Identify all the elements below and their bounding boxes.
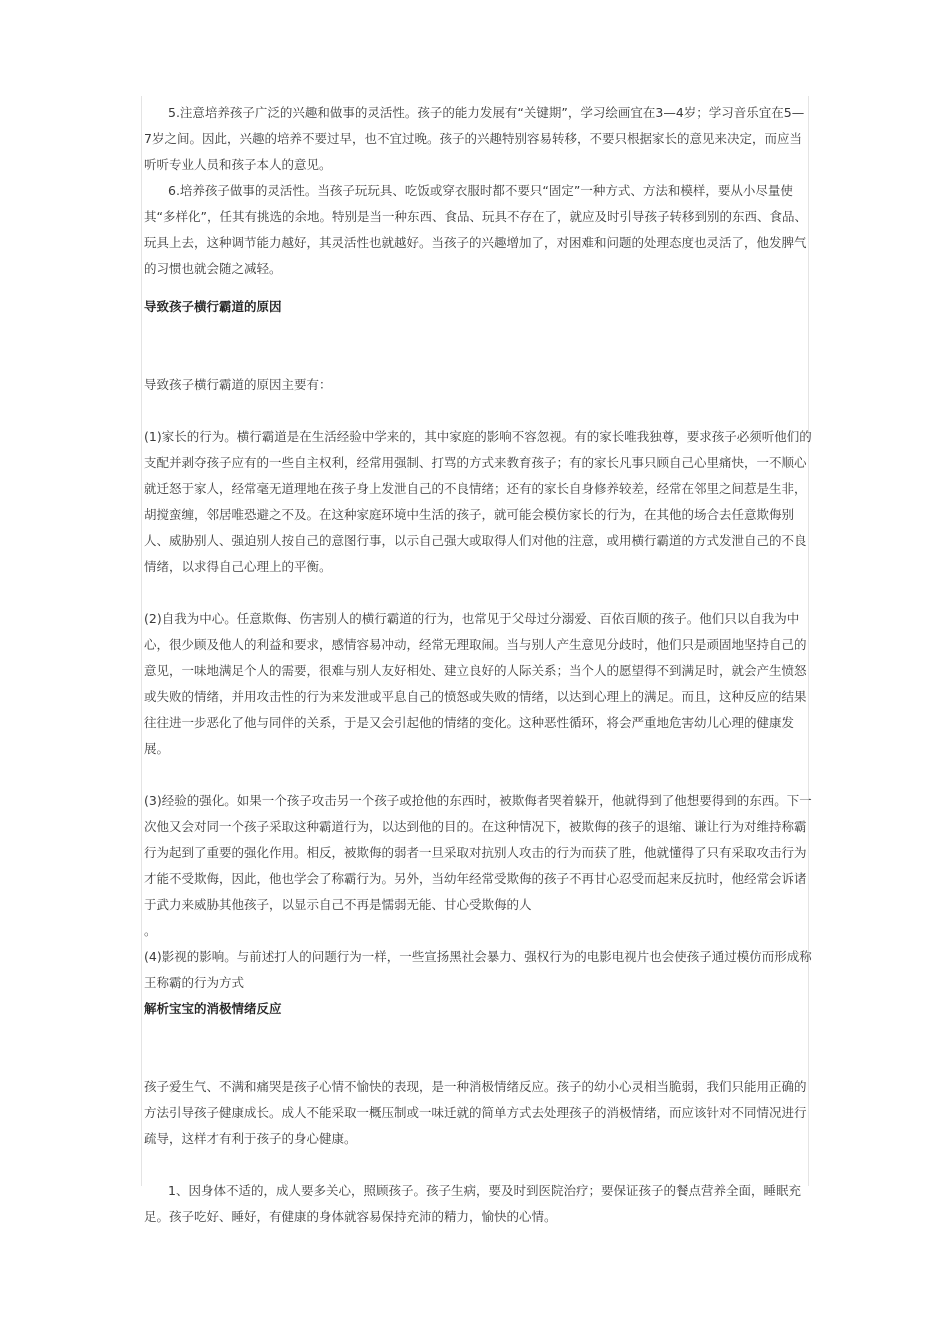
- paragraph-6: 6.培养孩子做事的灵活性。当孩子玩玩具、吃饭或穿衣服时都不要只“固定”一种方式、方法和模样，要从小尽量使其“多样化”，任其有挑选的余地。特别是当一种东西、食品、玩具不存在了，就应及时引导孩子转移到别的东西、食品、玩具上去，这种调节能力越好，其灵活性也就越好。当孩子的兴趣增加了，对困难和问题的处理态度也灵活了，他发脾气的习惯也就会随之减轻。: [144, 183, 807, 276]
- section-heading-emotions: 解析宝宝的消极情绪反应: [144, 1001, 282, 1016]
- cause-2-self-centered: (2)自我为中心。任意欺侮、伤害别人的横行霸道的行为，也常见于父母过分溺爱、百依百顺的孩子。他们只以自我为中心，很少顾及他人的利益和要求，感情容易冲动，经常无理取闹。当与别人产生意见分歧时，他们只是顽固地坚持自己的意见，一味地满足个人的需要，很难与别人友好相处、建立良好的人际关系；当个人的愿望得不到满足时，就会产生愤怒或失败的情绪，并用攻击性的行为来发泄或平息自己的愤怒或失败的情绪，以达到心理上的满足。而且，这种反应的结果往往进一步恶化了他与同伴的关系，于是又会引起他的情绪的变化。这种恶性循环，将会严重地危害幼儿心理的健康发展。: [144, 611, 807, 756]
- emotions-intro: 孩子爱生气、不满和痛哭是孩子心情不愉快的表现，是一种消极情绪反应。孩子的幼小心灵相当脆弱，我们只能用正确的方法引导孩子健康成长。成人不能采取一概压制或一味迁就的简单方式去处理孩子的消极情绪，而应该针对不同情况进行疏导，这样才有利于孩子的身心健康。: [144, 1079, 807, 1146]
- article-body: [144, 100, 816, 1230]
- paragraph-5: 5.注意培养孩子广泛的兴趣和做事的灵活性。孩子的能力发展有“关键期”，学习绘画宜在3—4岁；学习音乐宜在5—7岁之间。因此，兴趣的培养不要过早，也不宜过晚。孩子的兴趣特别容易转移，不要只根据家长的意见来决定，而应当听听专业人员和孩子本人的意见。: [144, 105, 805, 172]
- left-border: [141, 96, 142, 1186]
- cause-4-media: (4)影视的影响。与前述打人的问题行为一样，一些宣扬黑社会暴力、强权行为的电影电视片也会使孩子通过模仿而形成称王称霸的行为方式: [144, 949, 812, 990]
- emotion-tip-1: 1、因身体不适的，成人要多关心，照顾孩子。孩子生病，要及时到医院治疗；要保证孩子的餐点营养全面，睡眠充足。孩子吃好、睡好，有健康的身体就容易保持充沛的精力，愉快的心情。: [144, 1183, 801, 1224]
- cause-1-parents: (1)家长的行为。横行霸道是在生活经验中学来的，其中家庭的影响不容忽视。有的家长唯我独尊，要求孩子必须听他们的支配并剥夺孩子应有的一些自主权利，经常用强制、打骂的方式来教育孩子；有的家长凡事只顾自己心里痛快，一不顺心就迁怒于家人，经常毫无道理地在孩子身上发泄自己的不良情绪；还有的家长自身修养较差，经常在邻里之间惹是生非，胡搅蛮缠，邻居唯恐避之不及。在这种家庭环境中生活的孩子，就可能会模仿家长的行为，在其他的场合去任意欺侮别人、威胁别人、强迫别人按自己的意图行事，以示自己强大或取得人们对他的注意，或用横行霸道的方式发泄自己的不良情绪，以求得自己心理上的平衡。: [144, 429, 812, 574]
- cause-3-period: 。: [144, 923, 157, 938]
- bullying-intro: 导致孩子横行霸道的原因主要有：: [144, 377, 332, 392]
- cause-3-reinforcement: (3)经验的强化。如果一个孩子攻击另一个孩子或抢他的东西时，被欺侮者哭着躲开，他就得到了他想要得到的东西。下一次他又会对同一个孩子采取这种霸道行为，以达到他的目的。在这种情况下，被欺侮的孩子的退缩、谦让行为对维持称霸行为起到了重要的强化作用。相反，被欺侮的弱者一旦采取对抗别人攻击的行为而获了胜，他就懂得了只有采取攻击行为才能不受欺侮，因此，他也学会了称霸行为。另外，当幼年经常受欺侮的孩子不再甘心忍受而起来反抗时，他经常会诉诸于武力来威胁其他孩子，以显示自己不再是懦弱无能、甘心受欺侮的人: [144, 793, 812, 912]
- section-heading-bullying: 导致孩子横行霸道的原因: [144, 299, 282, 314]
